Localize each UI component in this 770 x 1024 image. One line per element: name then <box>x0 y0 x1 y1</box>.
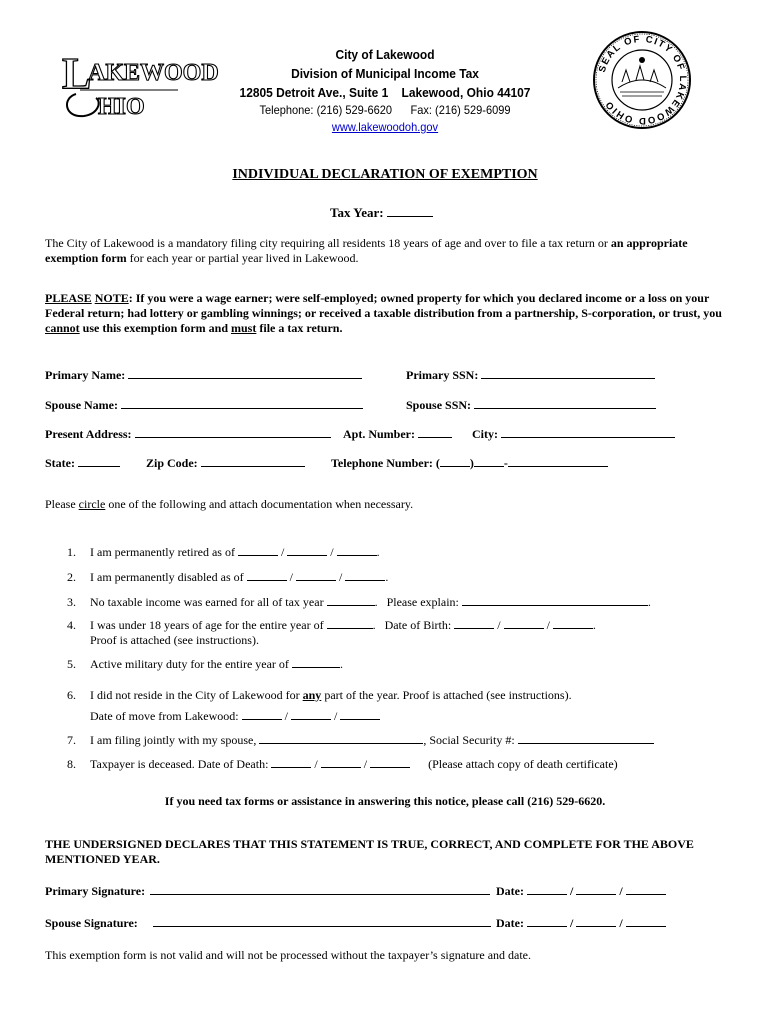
validity-footer: This exemption form is not valid and will not be processed without the taxpayer’s signature and date. <box>45 948 531 962</box>
letterhead <box>200 45 570 136</box>
primary-date-month-field[interactable] <box>527 883 567 895</box>
option-8[interactable]: 8. Taxpayer is deceased. Date of Death: / / (Please attach copy of death certificate) <box>67 757 618 771</box>
division-name: Division of Municipal Income Tax <box>291 66 479 81</box>
dob-year-field[interactable] <box>553 617 593 629</box>
area-code-field[interactable] <box>440 455 470 467</box>
seal-text: SEAL OF CITY OF LAKEWOOD OHIO <box>596 33 689 127</box>
tax-year-field[interactable] <box>387 205 433 217</box>
phone-prefix-field[interactable] <box>474 455 504 467</box>
retired-month-field[interactable] <box>238 544 278 556</box>
intro-paragraph: The City of Lakewood is a mandatory filing city requiring all residents 18 years of age and over to file a tax return or an appropriate exemption form for each year or partial year lived in Lakewood. <box>45 236 688 265</box>
form-title: INDIVIDUAL DECLARATION OF EXEMPTION <box>232 167 538 182</box>
move-year-field[interactable] <box>340 708 380 720</box>
primary-date-day-field[interactable] <box>576 883 616 895</box>
city-field[interactable] <box>501 426 675 438</box>
disabled-year-field[interactable] <box>345 569 385 581</box>
move-day-field[interactable] <box>291 708 331 720</box>
telephone: Telephone: (216) 529-6620 <box>259 103 393 117</box>
option-2[interactable]: 2. I am permanently disabled as of / / . <box>67 570 389 584</box>
spouse-joint-ssn-field[interactable] <box>518 732 654 744</box>
spouse-date-month-field[interactable] <box>527 915 567 927</box>
zip-code-label: Zip Code: <box>146 456 198 470</box>
no-income-year-field[interactable] <box>327 594 375 606</box>
retired-day-field[interactable] <box>287 544 327 556</box>
death-day-field[interactable] <box>321 756 361 768</box>
option-4[interactable]: 4. I was under 18 years of age for the entire year of . Date of Birth: / / . Proof is attached (see instructions). <box>67 618 596 647</box>
spouse-date-label: Date: <box>496 916 524 930</box>
spouse-signature-label: Spouse Signature: <box>45 916 138 930</box>
spouse-date-day-field[interactable] <box>576 915 616 927</box>
primary-date-row: Date: / / <box>496 883 666 899</box>
primary-date-label: Date: <box>496 884 524 898</box>
tax-year-row <box>330 205 433 221</box>
contact-line <box>215 102 555 119</box>
primary-name-field[interactable] <box>128 367 362 379</box>
option-3[interactable]: 3. No taxable income was earned for all of tax year . Please explain: . <box>67 595 651 609</box>
disabled-month-field[interactable] <box>247 569 287 581</box>
fax: Fax: (216) 529-6099 <box>410 103 511 117</box>
spouse-ssn-label: Spouse SSN: <box>406 398 472 412</box>
spouse-signature-row <box>45 915 491 931</box>
state-field[interactable] <box>78 455 120 467</box>
option-1[interactable]: 1. I am permanently retired as of / / . <box>67 545 380 559</box>
disabled-day-field[interactable] <box>296 569 336 581</box>
svg-text:L: L <box>62 49 92 98</box>
spouse-joint-name-field[interactable] <box>259 732 423 744</box>
death-month-field[interactable] <box>271 756 311 768</box>
zip-code-row <box>146 455 305 471</box>
circle-instruction: Please circle one of the following and attach documentation when necessary. <box>45 497 414 511</box>
option-6[interactable]: 6. I did not reside in the City of Lakewood for any part of the year. Proof is attached (see instructions). Date of move from Lakewood: / / <box>67 688 572 723</box>
under-18-year-field[interactable] <box>327 617 373 629</box>
spouse-date-year-field[interactable] <box>626 915 666 927</box>
dob-month-field[interactable] <box>454 617 494 629</box>
present-address-label: Present Address: <box>45 427 132 441</box>
state-row <box>45 455 120 471</box>
spouse-signature-field[interactable] <box>153 915 491 927</box>
assistance-notice: If you need tax forms or assistance in answering this notice, please call (216) 529-6620. <box>164 794 606 808</box>
spouse-name-label: Spouse Name: <box>45 398 119 412</box>
present-address-field[interactable] <box>135 426 331 438</box>
option-7[interactable]: 7. I am filing jointly with my spouse, , Social Security #: <box>67 732 747 748</box>
primary-signature-row <box>45 883 490 899</box>
zip-code-field[interactable] <box>201 455 305 467</box>
primary-signature-field[interactable] <box>150 883 490 895</box>
move-month-field[interactable] <box>242 708 282 720</box>
website-link[interactable]: www.lakewoodoh.gov <box>331 120 439 134</box>
apt-number-field[interactable] <box>418 426 452 438</box>
primary-signature-label: Primary Signature: <box>45 884 146 898</box>
svg-text:AKEWOOD: AKEWOOD <box>88 60 219 86</box>
spouse-name-field[interactable] <box>121 397 363 409</box>
spouse-ssn-field[interactable] <box>474 397 656 409</box>
apt-number-label: Apt. Number: <box>343 427 415 441</box>
spouse-ssn-row <box>406 397 656 413</box>
state-label: State: <box>45 456 75 470</box>
primary-ssn-label: Primary SSN: <box>406 368 479 382</box>
spouse-name-row <box>45 397 363 413</box>
city-row <box>472 426 675 442</box>
please-note-paragraph: PLEASE NOTE: If you were a wage earner; were self-employed; owned property for which you declared income or a loss on your Federal return; had lottery or gambling winnings; or received a taxable distribution from a partnership, S-corporation, or trust, you cannot use this exemption form and must file a tax return. <box>45 291 722 335</box>
primary-ssn-row <box>406 367 655 383</box>
military-year-field[interactable] <box>292 656 340 668</box>
svg-text:HIO: HIO <box>98 94 145 120</box>
primary-name-row <box>45 367 362 383</box>
tax-year-label: Tax Year: <box>330 205 384 220</box>
office-address: 12805 Detroit Ave., Suite 1 Lakewood, Ohio 44107 <box>239 85 531 100</box>
primary-ssn-field[interactable] <box>481 367 655 379</box>
lakewood-ohio-logo <box>58 42 219 128</box>
declaration-statement: THE UNDERSIGNED DECLARES THAT THIS STATEMENT IS TRUE, CORRECT, AND COMPLETE FOR THE ABOVE MENTIONED YEAR. <box>45 837 694 866</box>
telephone-number-label: Telephone Number: ( <box>331 456 440 470</box>
phone-line-field[interactable] <box>508 455 608 467</box>
primary-date-year-field[interactable] <box>626 883 666 895</box>
retired-year-field[interactable] <box>337 544 377 556</box>
dob-day-field[interactable] <box>504 617 544 629</box>
present-address-row <box>45 426 331 442</box>
explain-field[interactable] <box>462 594 648 606</box>
primary-name-label: Primary Name: <box>45 368 126 382</box>
spouse-date-row: Date: / / <box>496 915 666 931</box>
apt-number-row <box>343 426 452 442</box>
option-5[interactable]: 5. Active military duty for the entire year of . <box>67 657 343 671</box>
telephone-number-row: Telephone Number: ( ) - <box>331 455 608 471</box>
death-year-field[interactable] <box>370 756 410 768</box>
city-label: City: <box>472 427 498 441</box>
city-name: City of Lakewood <box>335 47 435 62</box>
city-seal <box>592 30 692 134</box>
